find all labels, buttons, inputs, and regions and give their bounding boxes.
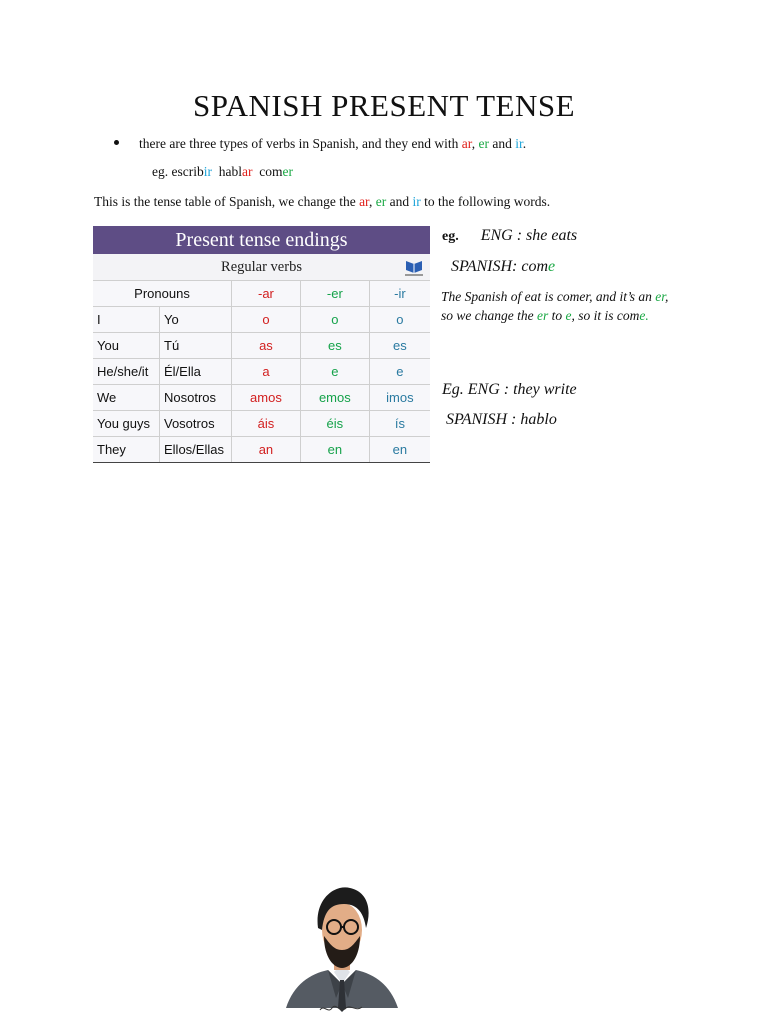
expl-er-2: er xyxy=(536,308,549,323)
intro-er: er xyxy=(375,194,387,209)
table-row xyxy=(93,411,430,437)
table-row xyxy=(93,385,430,411)
ending-ar: an xyxy=(232,437,301,463)
english-pronoun: They xyxy=(93,437,160,463)
table-row xyxy=(93,307,430,333)
expl-end: . xyxy=(645,308,649,323)
ending-er: en xyxy=(300,437,369,463)
table-row xyxy=(93,359,430,385)
english-pronoun: I xyxy=(93,307,160,333)
table-subtitle: Regular verbs xyxy=(221,259,302,275)
intro-and: and xyxy=(386,194,413,209)
ending-ir: ís xyxy=(369,411,430,437)
ending-ar: a xyxy=(232,359,301,385)
expl-e: e xyxy=(565,308,572,323)
expl-part-1: The Spanish of eat is comer, and it’s an xyxy=(441,289,656,304)
bullet-er: er xyxy=(478,136,489,151)
table-subtitle-bar xyxy=(93,254,430,280)
example-1-heading xyxy=(442,227,577,245)
ending-ir: o xyxy=(369,307,430,333)
example-word-2-stem: habl xyxy=(218,164,242,179)
ending-ar: áis xyxy=(232,411,301,437)
header-er: -er xyxy=(300,281,369,307)
english-pronoun: You xyxy=(93,333,160,359)
ending-ar: o xyxy=(232,307,301,333)
example-2-english: Eg. ENG : they write xyxy=(442,381,577,398)
ending-er: éis xyxy=(300,411,369,437)
bullet-end: . xyxy=(522,136,527,151)
ending-ir: es xyxy=(369,333,430,359)
ending-er: e xyxy=(300,359,369,385)
intro-post: to the following words. xyxy=(420,194,551,209)
example-word-1-stem: escrib xyxy=(171,164,204,179)
professor-portrait-illustration xyxy=(280,880,404,1020)
expl-e-2: e xyxy=(639,308,646,323)
example-1-spanish xyxy=(451,258,555,276)
ending-er: es xyxy=(300,333,369,359)
ending-ar: as xyxy=(232,333,301,359)
ending-er: o xyxy=(300,307,369,333)
ending-ir: imos xyxy=(369,385,430,411)
intro-ar: ar xyxy=(359,194,370,209)
example-1-spanish-ending: e xyxy=(548,258,556,275)
endings-table xyxy=(93,280,430,463)
example-1-spanish-stem: SPANISH: com xyxy=(451,258,549,275)
table-header-row xyxy=(93,281,430,307)
table-row xyxy=(93,437,430,463)
spanish-pronoun: Vosotros xyxy=(160,411,232,437)
table-title: Present tense endings xyxy=(93,226,430,254)
example-1-english: ENG : she eats xyxy=(480,227,578,244)
spanish-pronoun: Él/Ella xyxy=(160,359,232,385)
expl-er-1: er xyxy=(655,289,666,304)
intro-ir: ir xyxy=(412,194,421,209)
example-word-3-stem: com xyxy=(259,164,283,179)
example-word-1-ending: ir xyxy=(203,164,212,179)
example-2-spanish: SPANISH : hablo xyxy=(446,411,557,428)
ending-ir: e xyxy=(369,359,430,385)
page-title: SPANISH PRESENT TENSE xyxy=(192,88,576,123)
examples-line xyxy=(152,164,293,180)
spanish-pronoun: Nosotros xyxy=(160,385,232,411)
bullet-ar: ar xyxy=(461,136,472,151)
endings-table-image xyxy=(93,226,430,461)
bullet-text xyxy=(139,136,526,152)
english-pronoun: You guys xyxy=(93,411,160,437)
english-pronoun: He/she/it xyxy=(93,359,160,385)
expl-part-2: , so we change the xyxy=(441,289,669,323)
explanation-paragraph xyxy=(441,287,671,325)
expl-part-3: to xyxy=(548,308,566,323)
ending-ir: en xyxy=(369,437,430,463)
expl-part-4: , so it is com xyxy=(571,308,640,323)
table-row xyxy=(93,333,430,359)
intro-pre: This is the tense table of Spanish, we change the xyxy=(94,194,360,209)
header-ir: -ir xyxy=(369,281,430,307)
bullet-and: and xyxy=(488,136,516,151)
ending-ar: amos xyxy=(232,385,301,411)
intro-paragraph xyxy=(94,194,550,210)
examples-eg: eg. xyxy=(152,164,172,179)
header-ar: -ar xyxy=(232,281,301,307)
header-pronouns: Pronouns xyxy=(93,281,232,307)
spanish-pronoun: Yo xyxy=(160,307,232,333)
bullet-comma: , xyxy=(471,136,479,151)
example-word-2-ending: ar xyxy=(241,164,253,179)
intro-comma: , xyxy=(369,194,376,209)
bullet-ir: ir xyxy=(515,136,523,151)
bullet-pre: there are three types of verbs in Spanish, and they end with xyxy=(139,136,462,151)
english-pronoun: We xyxy=(93,385,160,411)
bullet-dot xyxy=(114,140,119,145)
ending-er: emos xyxy=(300,385,369,411)
example-1-label: eg. xyxy=(442,229,459,244)
spanish-pronoun: Tú xyxy=(160,333,232,359)
spanish-pronoun: Ellos/Ellas xyxy=(160,437,232,463)
example-word-3-ending: er xyxy=(282,164,293,179)
book-logo-icon xyxy=(404,257,424,277)
